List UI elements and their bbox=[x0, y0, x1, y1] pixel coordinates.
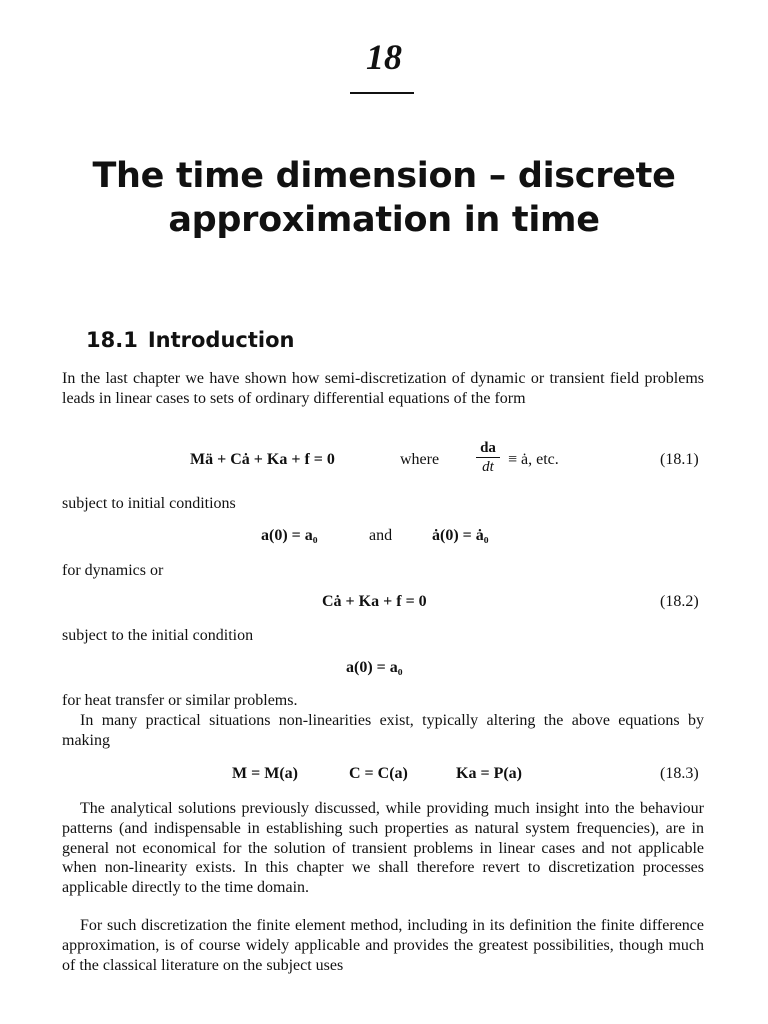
equation-18-3-m: M = M(a) bbox=[232, 765, 298, 782]
chapter-title-line-1: The time dimension – discrete bbox=[92, 156, 676, 196]
section-title: Introduction bbox=[147, 328, 295, 352]
chapter-number: 18 bbox=[366, 37, 402, 77]
paragraph-3: for dynamics or bbox=[62, 562, 164, 579]
fraction-numerator: da bbox=[480, 440, 496, 456]
section-number: 18.1 bbox=[86, 328, 138, 352]
initial-condition-2: a(0) = a₀ bbox=[346, 659, 403, 676]
fraction-bar bbox=[476, 457, 500, 458]
paragraph-4: subject to the initial condition bbox=[62, 627, 254, 644]
initial-condition-a-dot: ȧ(0) = ȧ₀ bbox=[432, 527, 489, 544]
equation-number-18-2: (18.2) bbox=[660, 593, 699, 610]
paragraph-8: For such discretization the finite element method, including in its definition the finite difference approximation, is of course widely applicable and provides the greatest possibilities, though much of the classical literature on the subject uses bbox=[62, 917, 704, 974]
paragraph-6: In many practical situations non-linearities exist, typically altering the above equations by making bbox=[62, 712, 704, 749]
equation-18-2: Cȧ + Ka + f = 0 bbox=[322, 593, 427, 610]
equation-18-3-c: C = C(a) bbox=[349, 765, 408, 782]
equation-number-18-1: (18.1) bbox=[660, 451, 699, 468]
paragraph-1: In the last chapter we have shown how semi-discretization of dynamic or transient field problems leads in linear cases to sets of ordinary differential equations of the form bbox=[62, 370, 704, 407]
equation-number-18-3: (18.3) bbox=[660, 765, 699, 782]
initial-condition-a: a(0) = a₀ bbox=[261, 527, 318, 544]
paragraph-2: subject to initial conditions bbox=[62, 495, 236, 512]
equation-18-1-fraction bbox=[474, 440, 502, 475]
chapter-title-line-2: approximation in time bbox=[168, 200, 600, 240]
chapter-title bbox=[40, 154, 728, 242]
fraction-denominator: dt bbox=[482, 459, 494, 475]
section-heading bbox=[86, 328, 294, 352]
paragraph-5: for heat transfer or similar problems. bbox=[62, 692, 298, 709]
initial-condition-and: and bbox=[369, 527, 393, 544]
equation-18-1-rhs: ≡ ȧ, etc. bbox=[508, 451, 559, 468]
paragraph-7: The analytical solutions previously discussed, while providing much insight into the behaviour patterns (and indispensable in establishing such properties as natural system frequencies), are in general not economical for the solution of transient problems in linear cases and not applicable when non-linearity exists. In this chapter we shall therefore revert to discretization processes applicable directly to the time domain. bbox=[62, 800, 704, 897]
chapter-rule bbox=[350, 92, 414, 94]
equation-18-3-k: Ka = P(a) bbox=[456, 765, 522, 782]
equation-18-1-lhs: Mä + Cȧ + Ka + f = 0 bbox=[190, 451, 335, 468]
equation-18-1-where: where bbox=[400, 451, 440, 468]
